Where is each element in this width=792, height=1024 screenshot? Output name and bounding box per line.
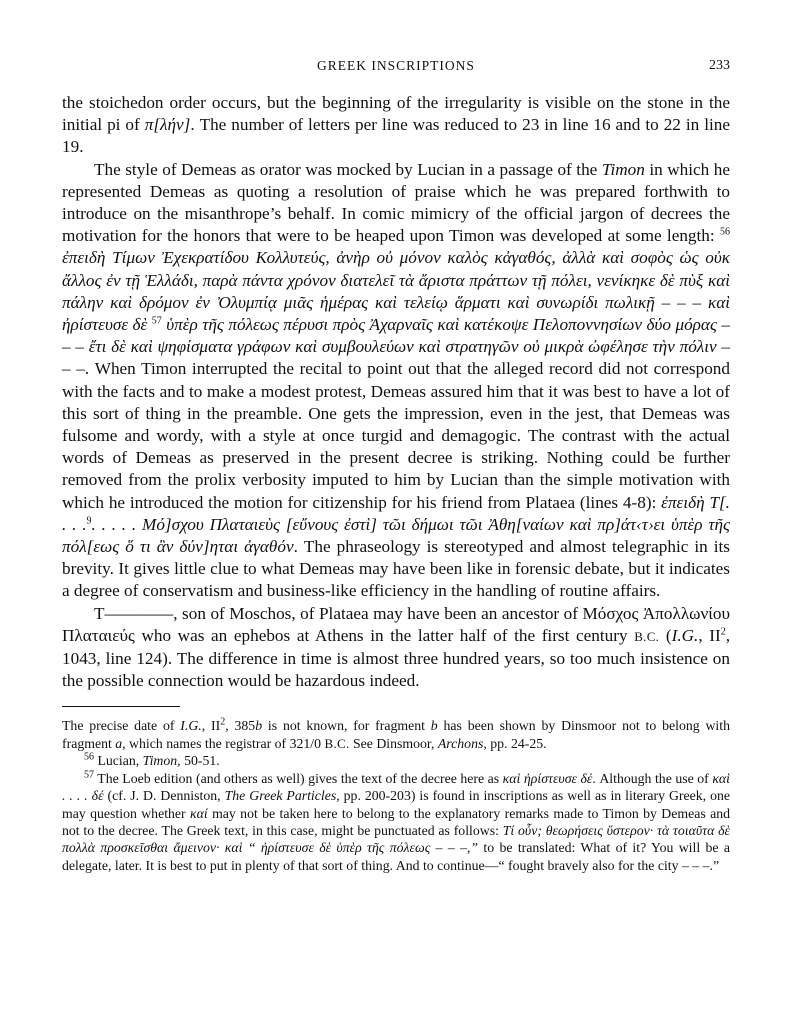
text-run: in which he represented Demeas as quoting a resolution of praise which he was prepared forthwith to introduce on the misanthrope’s behalf. In comic mimicry of the official jargon of decrees the motivation for the honors that were to be heaped upon Timon was developed at some length: [62, 159, 730, 246]
page [62, 58, 730, 874]
text-run: has been shown by Dinsmoor not to belong with fragment [62, 718, 730, 751]
text-run: , 1043, line 124). The difference in time is almost three hundred years, so too much insistence on the possible connection would be hazardous indeed. [62, 625, 730, 691]
work-title: Timon, [142, 753, 181, 769]
footnote-number: 56 [84, 751, 94, 763]
text-run: 50-51. [180, 753, 220, 769]
work-title: Archons [437, 735, 484, 751]
footnote-57 [62, 770, 730, 874]
citation-abbrev: I.G. [671, 625, 699, 645]
text-run: (cf. J. D. Denniston, [103, 788, 225, 804]
citation-abbrev: I.G. [180, 718, 202, 734]
text-run: . When Timon interrupted the recital to point out that the alleged record did not correspond with the facts and to make a modest protest, Demeas assured him that it was best to have a lot of this sort of thing in the preamble. One gets the impression, even in the jest, that Demeas was fulsome and wordy, with a style at once turgid and demagogic. The contrast with the actual words of Demeas as preserved in the present decree is striking. Nothing could be further removed from the prolix verbosity imputed to him by Lucian than the simple motivation with which he introduced the motion for citizenship for his friend from Plataea (lines 4-8): [62, 359, 730, 512]
text-run: T————, son of Moschos, of Plataea may have been an ancestor of [94, 603, 583, 623]
text-run: . The number of letters per line was reduced to 23 in line 16 and to 22 in line 19. [62, 115, 730, 157]
text-run: pp. 200-203) is found in inscriptions as well as in literary Greek, one may question whether [62, 788, 731, 821]
paragraph-2 [62, 159, 730, 603]
text-run: the stoichedon order occurs, but the beginning of the irregularity is visible on the stone in the initial pi of [62, 93, 730, 135]
greek-quotation: ὑπὲρ τῆς πόλεως πέρυσι πρὸς Ἀχαρναῖς καὶ κατέκοψε Πελοποννησίων δύο μόρας – – – ἔτι δὲ καὶ ψηφίσματα γράφων καὶ συμβουλεύων καὶ στρατηγῶν οὐ μικρὰ ὠφέλησε τὴν πόλιν – – – [62, 315, 730, 379]
paragraph-3 [62, 603, 730, 693]
text-run: The Loeb edition (and others as well) gives the text of the decree here as [94, 770, 503, 786]
text-run: , pp. 24-25. [483, 735, 547, 751]
text-run: Lucian, [94, 753, 143, 769]
footnotes [62, 717, 730, 874]
greek-text: Τί οὖν; θεωρήσεις ὕστερον· τὰ τοιαῦτα δὲ πολλὰ προσκεῖσθαι ἄμεινον· καὶ “ ἠρίστευσε δὲ ὑπὲρ τῆς πόλεως – – –,” [62, 822, 730, 856]
text-run: . The phraseology is stereotyped and almost telegraphic in its brevity. It gives little clue to what Demeas may have been like in forensic debate, but it indicates a degree of conservatism and business-like efficiency in the handling of routine affairs. [62, 537, 730, 601]
text-run: , 385 [225, 718, 256, 734]
running-title: GREEK INSCRIPTIONS [317, 58, 475, 73]
work-title: Timon [601, 159, 645, 179]
text-run: , II [201, 718, 221, 734]
footnote-continued [62, 717, 730, 752]
era-abbrev: B.C. [634, 628, 660, 644]
text-run: , II [698, 625, 721, 645]
text-run: . Although the use of [592, 770, 713, 786]
paragraph-1 [62, 92, 730, 159]
text-run: to be translated: What of it? You will be a delegate, later. It is best to put in plenty of that sort of thing. And to continue—“ fought bravely also for the city – – –.” [62, 840, 730, 873]
superscript-2: 2 [220, 716, 226, 728]
footnote-ref-56: 56 [720, 226, 730, 238]
greek-text: π[λήν] [144, 115, 191, 135]
footnote-56 [62, 752, 730, 769]
text-run: , which names the registrar of 321/0 [122, 735, 325, 751]
greek-text: καί [190, 805, 208, 821]
greek-quotation: ἐπειδὴ Τ[. . . . [62, 492, 730, 534]
fragment-letter: b [430, 718, 438, 734]
greek-text: καὶ . . . . δέ [62, 770, 731, 804]
work-title: The Greek Particles, [224, 788, 340, 804]
greek-quotation: ἐπειδὴ Τίμων Ἐχεκρατίδου Κολλυτεύς, ἀνὴρ οὐ μόνον καλὸς κἀγαθός, ἀλλὰ καὶ σοφὸς ὡς οὐκ ἄλλος ἐν τῇ Ἑλλάδι, παρὰ πάντα χρόνον διατελεῖ τὰ ἄριστα πράττων τῇ πόλει, νενίκηκε δὲ πὺξ καὶ πάλην καὶ δρόμον ἐν Ὀλυμπίᾳ μιᾶς ἡμέρας καὶ τελείῳ ἅρματι καὶ συνωρίδι πωλικῇ – – – καὶ ἠρίστευσε δὲ [62, 248, 730, 335]
text-run: See Dinsmoor, [349, 735, 438, 751]
text-run: who was an ephebos at Athens in the latter half of the first century [134, 625, 635, 645]
page-number: 233 [709, 58, 730, 73]
greek-name: Μόσχος Ἀπολλωνίου Πλαταιεύς [62, 603, 730, 645]
greek-text: καὶ ἠρίστευσε δέ [502, 770, 593, 786]
text-run: ( [659, 625, 672, 645]
footnote-ref-57: 57 [151, 315, 162, 327]
main-text [62, 92, 730, 692]
fragment-letter: b [255, 718, 263, 734]
era-abbrev: B.C. [324, 735, 350, 751]
greek-quotation: . . . . . Μό]σχου Πλαταιεὺς [εὔνους ἐστὶ] τῶι δήμωι τῶι Ἀθη[ναίων καὶ πρ]άτ‹τ›ει ὑπὲρ τῆς πόλ[εως ὅ τι ἂν δύν]ηται ἀγαθόν [62, 514, 730, 557]
superscript-2: 2 [720, 626, 726, 638]
superscript-9: 9 [86, 515, 92, 527]
text-run: is not known, for fragment [262, 718, 431, 734]
text-run: The style of Demeas as orator was mocked by Lucian in a passage of the [94, 159, 602, 179]
footnote-divider [62, 706, 180, 707]
footnote-number: 57 [84, 769, 94, 781]
running-header [62, 58, 730, 80]
text-run: may not be taken here to belong to the explanatory remarks made to Timon by Demeas and not to the decree. The Greek text, in this case, might be punctuated as follows: [62, 805, 730, 838]
fragment-letter: a [115, 735, 123, 751]
text-run: The precise date of [62, 718, 181, 734]
